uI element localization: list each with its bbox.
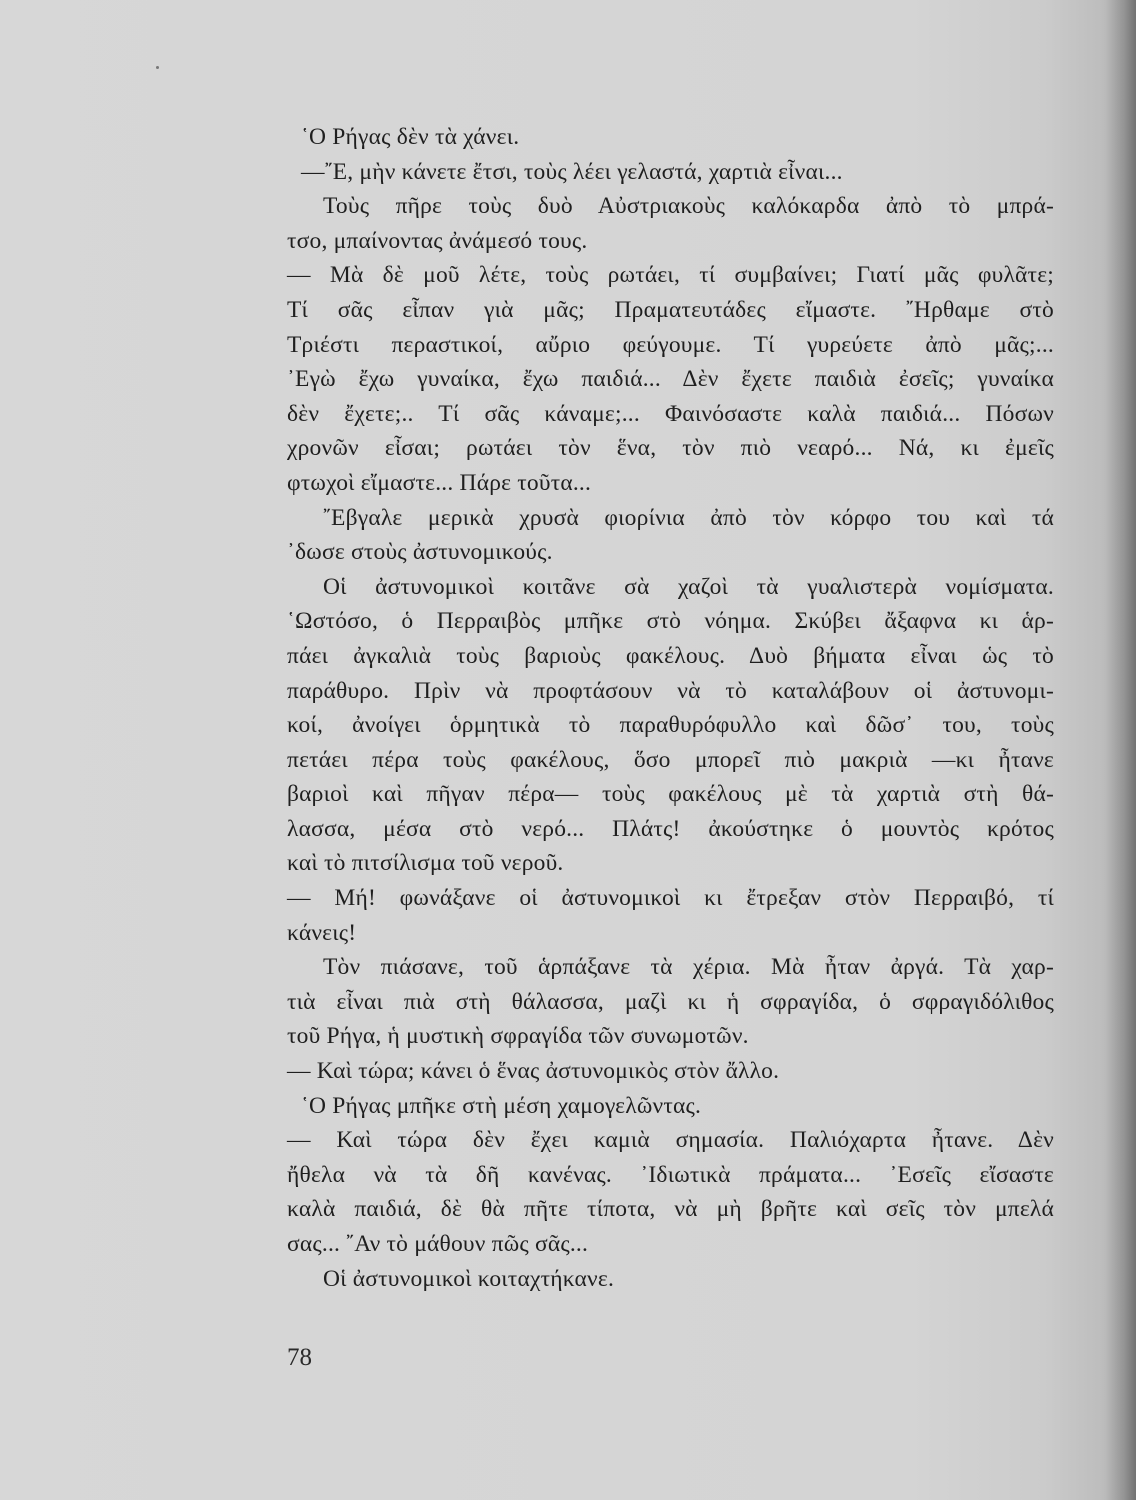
page-number: 78 (287, 1344, 312, 1371)
text-line: κάνεις! (287, 919, 357, 946)
text-line: κοί, ἀνοίγει ὁρμητικὰ τὸ παραθυρόφυλλο καὶ δῶσ᾿ του, τοὺς (287, 712, 1054, 739)
text-line: πετάει πέρα τοὺς φακέλους, ὅσο μπορεῖ πιὸ μακριὰ —κι ἦτανε (287, 746, 1054, 773)
text-line: Οἱ ἀστυνομικοὶ κοιτᾶνε σὰ χαζοὶ τὰ γυαλιστερὰ νομίσματα. (323, 573, 1054, 600)
text-line: τσο, μπαίνοντας ἀνάμεσό τους. (287, 227, 588, 254)
text-line: παράθυρο. Πρὶν νὰ προφτάσουν νὰ τὸ καταλάβουν οἱ ἀστυνομι- (287, 677, 1054, 704)
text-line: Τὸν πιάσανε, τοῦ ἁρπάξανε τὰ χέρια. Μὰ ἦταν ἀργά. Τὰ χαρ- (323, 954, 1054, 981)
text-line: δὲν ἔχετε;.. Τί σᾶς κάναμε;... Φαινόσαστε καλὰ παιδιά... Πόσων (287, 400, 1054, 427)
text-line: καὶ τὸ πιτσίλισμα τοῦ νεροῦ. (287, 850, 564, 877)
text-line: ᾿δωσε στοὺς ἀστυνομικούς. (287, 539, 553, 566)
text-line: ᾿Εγὼ ἔχω γυναίκα, ἔχω παιδιά... Δὲν ἔχετε παιδιὰ ἐσεῖς; γυναίκα (287, 366, 1054, 393)
text-line: — Μὰ δὲ μοῦ λέτε, τοὺς ρωτάει, τί συμβαίνει; Γιατί μᾶς φυλᾶτε; (287, 262, 1054, 289)
text-line: —῎Ε, μὴν κάνετε ἔτσι, τοὺς λέει γελαστά, χαρτιὰ εἶναι... (301, 158, 843, 185)
text-line: σας... ῎Αν τὸ μάθουν πῶς σᾶς... (287, 1231, 589, 1257)
text-line: ῎Εβγαλε μερικὰ χρυσὰ φιορίνια ἀπὸ τὸν κόρφο του καὶ τά (323, 504, 1054, 531)
text-line: Τί σᾶς εἶπαν γιὰ μᾶς; Πραματευτάδες εἴμαστε. ῎Ηρθαμε στὸ (287, 296, 1054, 323)
speck-mark (156, 66, 159, 69)
text-line: καλὰ παιδιά, δὲ θὰ πῆτε τίποτα, νὰ μὴ βρῆτε καὶ σεῖς τὸν μπελά (287, 1196, 1054, 1223)
text-line: ῾Ο Ρήγας μπῆκε στὴ μέση χαμογελῶντας. (301, 1092, 702, 1119)
text-line: φτωχοὶ εἴμαστε... Πάρε τοῦτα... (287, 469, 592, 496)
text-line: βαριοὶ καὶ πῆγαν πέρα— τοὺς φακέλους μὲ τὰ χαρτιὰ στὴ θά- (287, 781, 1054, 808)
text-line: χρονῶν εἶσαι; ρωτάει τὸν ἕνα, τὸν πιὸ νεαρό... Νά, κι ἐμεῖς (287, 435, 1054, 462)
text-line: πάει ἀγκαλιὰ τοὺς βαριοὺς φακέλους. Δυὸ βήματα εἶναι ὡς τὸ (287, 642, 1054, 669)
text-line: — Καὶ τώρα; κάνει ὁ ἕνας ἀστυνομικὸς στὸν ἄλλο. (287, 1058, 780, 1085)
text-line: Τριέστι περαστικοί, αὔριο φεύγουμε. Τί γυρεύετε ἀπὸ μᾶς;... (287, 331, 1054, 358)
text-line: λασσα, μέσα στὸ νερό... Πλάτς! ἀκούστηκε ὁ μουντὸς κρότος (287, 815, 1054, 842)
text-line: ῾Ωστόσο, ὁ Περραιβὸς μπῆκε στὸ νόημα. Σκύβει ἄξαφνα κι ἁρ- (287, 608, 1054, 635)
text-line: — Καὶ τώρα δὲν ἔχει καμιὰ σημασία. Παλιόχαρτα ἦτανε. Δὲν (287, 1127, 1054, 1154)
text-line: Τοὺς πῆρε τοὺς δυὸ Αὐστριακοὺς καλόκαρδα ἀπὸ τὸ μπρά- (323, 193, 1054, 220)
text-line: ἤθελα νὰ τὰ δῆ κανένας. ᾿Ιδιωτικὰ πράματα... ᾿Εσεῖς εἴσαστε (287, 1161, 1054, 1188)
text-line: — Μή! φωνάξανε οἱ ἀστυνομικοὶ κι ἔτρεξαν στὸν Περραιβό, τί (287, 885, 1054, 912)
body-text (287, 120, 1054, 1296)
text-line: τιὰ εἶναι πιὰ στὴ θάλασσα, μαζὶ κι ἡ σφραγίδα, ὁ σφραγιδόλιθος (287, 988, 1054, 1015)
text-line: ῾Ο Ρήγας δὲν τὰ χάνει. (301, 124, 520, 150)
text-line: τοῦ Ρήγα, ἡ μυστικὴ σφραγίδα τῶν συνωμοτῶν. (287, 1023, 749, 1050)
page-edge-shadow (1106, 0, 1136, 1500)
text-line: Οἱ ἀστυνομικοὶ κοιταχτήκανε. (323, 1265, 615, 1292)
